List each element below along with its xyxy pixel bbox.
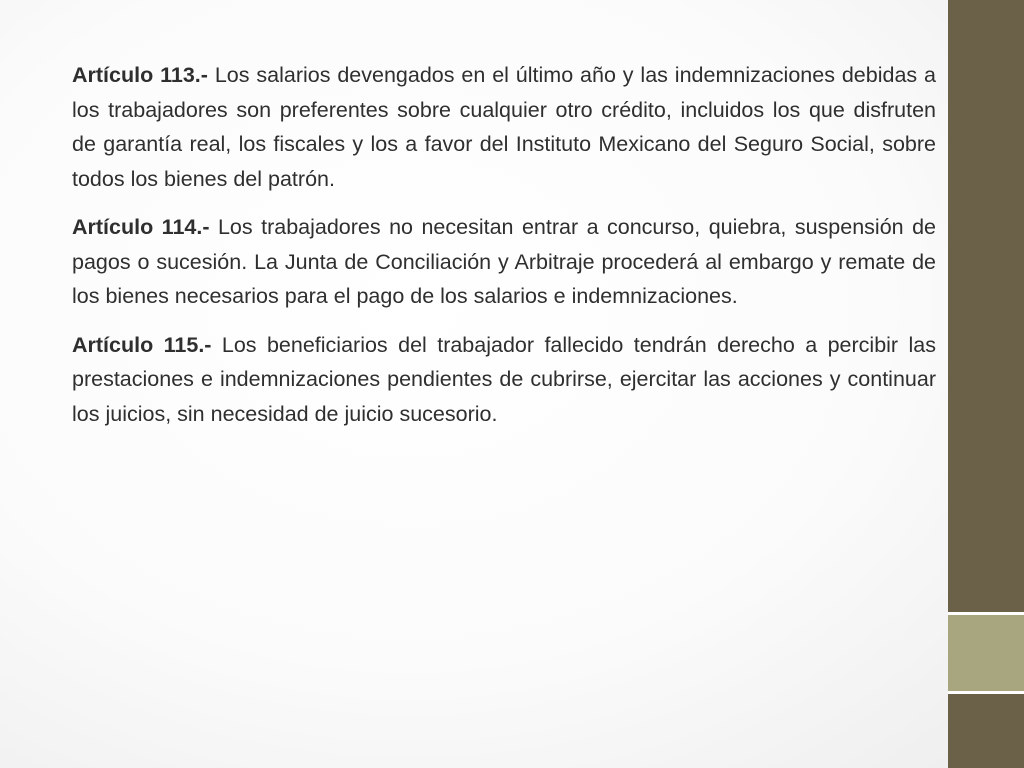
sidebar-light-block [948, 615, 1024, 691]
slide-content [72, 58, 936, 445]
article-text: Los trabajadores no necesitan entrar a concurso, quiebra, suspensión de pagos o sucesión. La Junta de Conciliación y Arbitraje procederá al embargo y remate de los bienes necesarios para el pago de los salarios e indemnizaciones. [72, 215, 937, 308]
article-113 [72, 58, 936, 196]
article-114 [72, 210, 936, 314]
sidebar-dark-block-top [948, 0, 1024, 612]
decorative-sidebar [948, 0, 1024, 768]
article-text: Los beneficiarios del trabajador fallecido tendrán derecho a percibir las prestaciones e indemnizaciones pendientes de cubrirse, ejercitar las acciones y continuar los juicios, sin necesidad de juicio sucesorio. [72, 332, 936, 426]
article-heading: Artículo 114.- [72, 215, 210, 239]
article-heading: Artículo 113.- [72, 63, 208, 87]
sidebar-dark-block-bottom [948, 694, 1024, 768]
article-heading: Artículo 115.- [72, 332, 212, 357]
article-115 [72, 328, 936, 432]
article-text: Los salarios devengados en el último año y las indemnizaciones debidas a los trabajadores son preferentes sobre cualquier otro crédito, incluidos los que disfruten de garantía real, los fiscales y los a favor del Instituto Mexicano del Seguro Social, sobre todos los bienes del patrón. [72, 63, 936, 191]
